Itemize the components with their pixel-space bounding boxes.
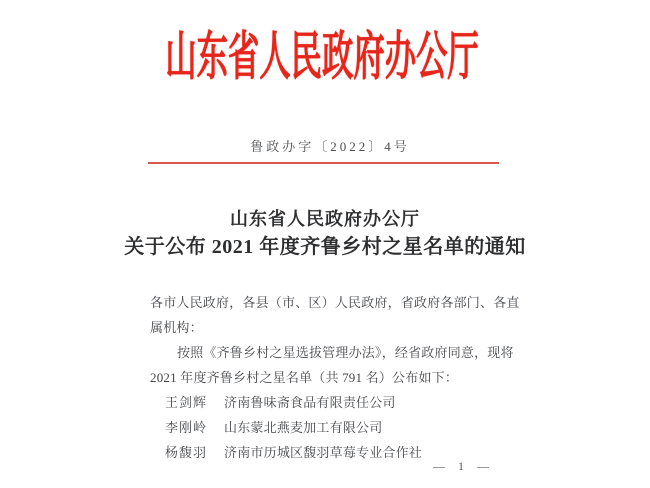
letterhead-title: 山东省人民政府办公厅 — [165, 29, 479, 87]
page-number: — 1 — — [433, 459, 494, 473]
person-name: 王剑辉 — [165, 395, 208, 410]
organization-name: 山东蒙北燕麦加工有限公司 — [224, 420, 383, 435]
document-title — [0, 207, 650, 261]
person-name: 杨馥羽 — [165, 445, 208, 460]
document-number: 鲁政办字〔2022〕4号 — [250, 139, 410, 154]
person-name: 李刚岭 — [165, 420, 208, 435]
document-title-line1: 山东省人民政府办公厅 — [230, 209, 420, 229]
paragraph-line-2: 2021 年度齐鲁乡村之星名单（共 791 名）公布如下： — [150, 370, 459, 385]
letterhead — [0, 29, 644, 87]
organization-name: 济南鲁味斋食品有限责任公司 — [224, 395, 396, 410]
salutation-line-1: 各市人民政府，各县（市、区）人民政府，省政府各部门、各直 — [150, 295, 520, 310]
paragraph-line-1: 按照《齐鲁乡村之星选拔管理办法》，经省政府同意，现将 — [177, 345, 514, 360]
red-divider-line — [148, 162, 499, 164]
star-list-row — [150, 390, 518, 415]
organization-name: 济南市历城区馥羽草莓专业合作社 — [224, 445, 423, 460]
document-body — [150, 290, 518, 465]
star-list-row — [150, 415, 518, 440]
document-title-line2: 关于公布 2021 年度齐鲁乡村之星名单的通知 — [124, 236, 526, 258]
salutation-line-2: 属机构： — [150, 320, 203, 335]
